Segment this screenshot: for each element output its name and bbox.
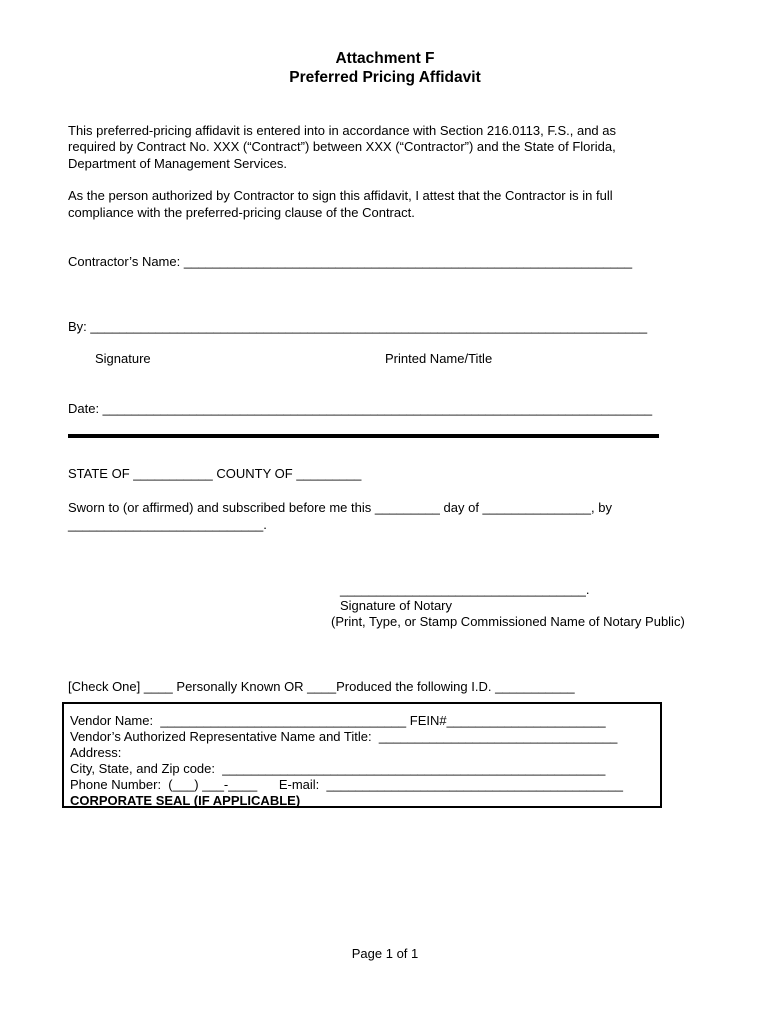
city-state-zip-field[interactable]: City, State, and Zip code: _____________________________________________________ bbox=[70, 761, 606, 776]
rep-name-field[interactable]: Vendor’s Authorized Representative Name and Title: _________________________________ bbox=[70, 729, 618, 744]
intro-line-3: Department of Management Services. bbox=[68, 156, 287, 171]
phone-email-field[interactable]: Phone Number: (___) ___-____ E-mail: _________________________________________ bbox=[70, 777, 623, 792]
intro-line-2: required by Contract No. XXX (“Contract”) between XXX (“Contractor”) and the State of Florida, bbox=[68, 139, 616, 154]
page-title: Preferred Pricing Affidavit bbox=[289, 69, 481, 86]
vendor-name-field[interactable]: Vendor Name: __________________________________ FEIN#______________________ bbox=[70, 713, 606, 728]
notary-signature-label: Signature of Notary bbox=[340, 598, 453, 613]
attest-line-1: As the person authorized by Contractor to sign this affidavit, I attest that the Contractor is in full bbox=[68, 188, 613, 203]
attachment-label: Attachment F bbox=[335, 50, 435, 67]
vendor-info-box bbox=[62, 702, 662, 808]
check-one-field[interactable]: [Check One] ____ Personally Known OR ____Produced the following I.D. ___________ bbox=[68, 679, 575, 694]
by-field[interactable]: By: _____________________________________________________________________________ bbox=[68, 319, 648, 334]
section-divider bbox=[68, 434, 659, 438]
date-field[interactable]: Date: ____________________________________________________________________________ bbox=[68, 401, 653, 416]
attest-line-2: compliance with the preferred-pricing clause of the Contract. bbox=[68, 205, 415, 220]
notary-signature-line[interactable]: __________________________________. bbox=[340, 582, 590, 597]
corporate-seal-label: CORPORATE SEAL (IF APPLICABLE) bbox=[70, 793, 301, 808]
page-number: Page 1 of 1 bbox=[351, 946, 419, 961]
sworn-line-2[interactable]: ___________________________. bbox=[68, 517, 267, 532]
printed-name-label: Printed Name/Title bbox=[385, 351, 493, 366]
address-field[interactable]: Address: bbox=[70, 745, 122, 760]
state-county-field[interactable]: STATE OF ___________ COUNTY OF _________ bbox=[68, 466, 362, 481]
signature-label: Signature bbox=[95, 351, 151, 366]
sworn-line-1[interactable]: Sworn to (or affirmed) and subscribed before me this _________ day of _______________, by bbox=[68, 500, 612, 515]
notary-print-label: (Print, Type, or Stamp Commissioned Name of Notary Public) bbox=[331, 614, 685, 629]
intro-line-1: This preferred-pricing affidavit is entered into in accordance with Section 216.0113, F.S., and as bbox=[68, 123, 616, 138]
contractor-name-field[interactable]: Contractor’s Name: ______________________________________________________________ bbox=[68, 254, 633, 269]
